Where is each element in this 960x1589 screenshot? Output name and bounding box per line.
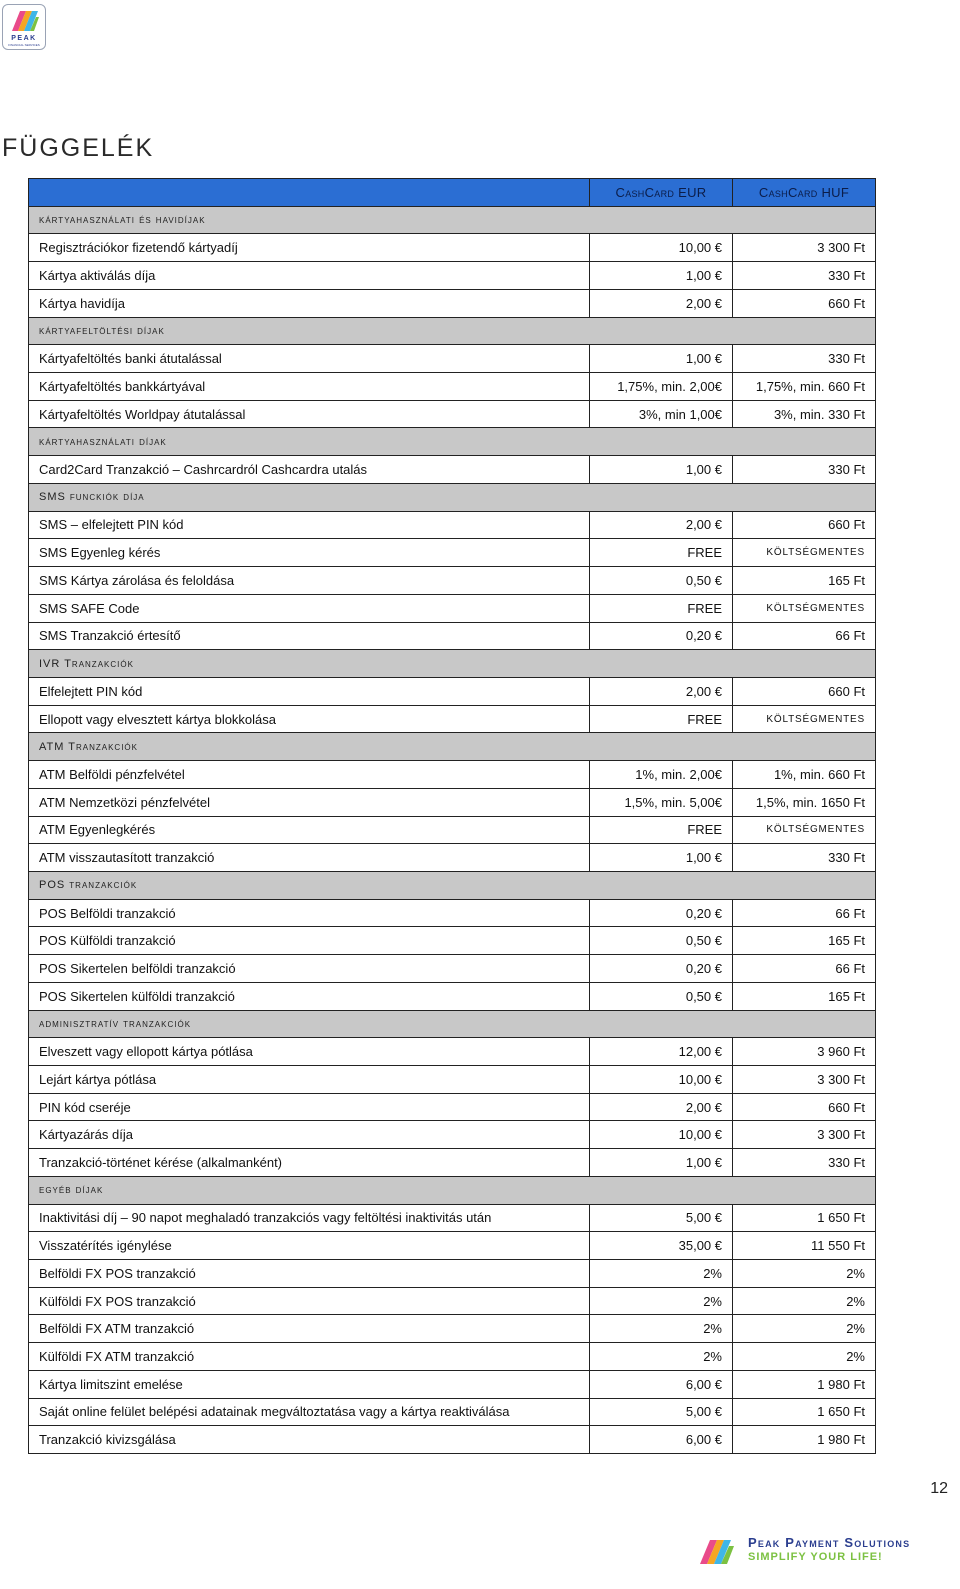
table-row <box>29 982 876 1010</box>
fee-eur: 0,20 € <box>590 622 733 650</box>
fee-huf: 660 Ft <box>733 1093 876 1121</box>
section-row <box>29 871 876 899</box>
table-row <box>29 1038 876 1066</box>
footer-company-name: Peak Payment Solutions <box>748 1535 911 1550</box>
fee-huf: 165 Ft <box>733 982 876 1010</box>
fee-eur: FREE <box>590 816 733 844</box>
logo-text: PEAK <box>11 35 37 42</box>
table-row <box>29 1204 876 1232</box>
section-row <box>29 483 876 511</box>
table-row <box>29 1370 876 1398</box>
fee-eur: FREE <box>590 705 733 733</box>
fee-huf: 3 300 Ft <box>733 234 876 262</box>
fee-huf: 1 980 Ft <box>733 1370 876 1398</box>
table-row <box>29 539 876 567</box>
table-row <box>29 1287 876 1315</box>
fee-eur: 1,00 € <box>590 1149 733 1177</box>
fee-eur: 1%, min. 2,00€ <box>590 761 733 789</box>
fee-label: SMS Kártya zárolása és feloldása <box>29 567 590 595</box>
fee-huf: 330 Ft <box>733 1149 876 1177</box>
fee-huf: 165 Ft <box>733 567 876 595</box>
fee-label: ATM visszautasított tranzakció <box>29 844 590 872</box>
fee-eur: 0,50 € <box>590 567 733 595</box>
fee-eur: 2% <box>590 1315 733 1343</box>
table-row <box>29 927 876 955</box>
fee-huf: KÖLTSÉGMENTES <box>733 816 876 844</box>
table-row <box>29 816 876 844</box>
fee-eur: 10,00 € <box>590 1066 733 1094</box>
fee-label: Kártyazárás díja <box>29 1121 590 1149</box>
table-row <box>29 761 876 789</box>
fee-huf: 330 Ft <box>733 262 876 290</box>
fee-label: Inaktivitási díj – 90 napot meghaladó tranzakciós vagy feltöltési inaktivitás után <box>29 1204 590 1232</box>
section-label: adminisztratív tranzakciók <box>29 1010 876 1038</box>
fee-label: SMS – elfelejtett PIN kód <box>29 511 590 539</box>
fee-eur: 1,75%, min. 2,00€ <box>590 373 733 401</box>
table-header-row <box>29 179 876 207</box>
fee-eur: 2,00 € <box>590 511 733 539</box>
section-label: SMS funckiók díja <box>29 483 876 511</box>
fee-eur: FREE <box>590 539 733 567</box>
table-row <box>29 1066 876 1094</box>
fee-huf: 660 Ft <box>733 289 876 317</box>
fee-huf: 330 Ft <box>733 345 876 373</box>
fee-label: Card2Card Tranzakció – Cashrcardról Cashcardra utalás <box>29 456 590 484</box>
fee-label: Elveszett vagy ellopott kártya pótlása <box>29 1038 590 1066</box>
fee-eur: 1,00 € <box>590 262 733 290</box>
fee-huf: 66 Ft <box>733 622 876 650</box>
section-label: kártyahasználati és havidíjak <box>29 206 876 234</box>
fee-huf: 330 Ft <box>733 844 876 872</box>
section-row <box>29 1176 876 1204</box>
section-row <box>29 206 876 234</box>
peak-footer-logo-icon <box>698 1534 744 1566</box>
section-label: kártyafeltöltési díjak <box>29 317 876 345</box>
fee-label: Belföldi FX POS tranzakció <box>29 1260 590 1288</box>
fee-huf: 2% <box>733 1287 876 1315</box>
fee-eur: 0,20 € <box>590 899 733 927</box>
fee-eur: 1,00 € <box>590 456 733 484</box>
fee-eur: 10,00 € <box>590 234 733 262</box>
table-row <box>29 289 876 317</box>
fee-eur: 5,00 € <box>590 1204 733 1232</box>
table-row <box>29 1343 876 1371</box>
fee-label: Ellopott vagy elvesztett kártya blokkolása <box>29 705 590 733</box>
table-row <box>29 844 876 872</box>
table-row <box>29 594 876 622</box>
footer-logo <box>698 1534 938 1568</box>
fee-huf: KÖLTSÉGMENTES <box>733 539 876 567</box>
table-row <box>29 262 876 290</box>
section-label: POS tranzakciók <box>29 871 876 899</box>
table-row <box>29 788 876 816</box>
section-label: kártyahasználati díjak <box>29 428 876 456</box>
peak-logo <box>2 4 46 50</box>
fee-huf: 1%, min. 660 Ft <box>733 761 876 789</box>
fee-label: PIN kód cseréje <box>29 1093 590 1121</box>
fee-label: Kártya aktiválás díja <box>29 262 590 290</box>
fee-eur: 12,00 € <box>590 1038 733 1066</box>
footer-slogan: SIMPLIFY YOUR LIFE! <box>748 1551 883 1563</box>
section-row <box>29 1010 876 1038</box>
section-label: IVR Tranzakciók <box>29 650 876 678</box>
fee-eur: 1,00 € <box>590 345 733 373</box>
table-row <box>29 899 876 927</box>
fee-label: Regisztrációkor fizetendő kártyadíj <box>29 234 590 262</box>
fee-huf: 1,75%, min. 660 Ft <box>733 373 876 401</box>
fee-eur: 2,00 € <box>590 677 733 705</box>
table-row <box>29 345 876 373</box>
fee-huf: 660 Ft <box>733 677 876 705</box>
section-row <box>29 317 876 345</box>
table-row <box>29 955 876 983</box>
fee-label: Kártyafeltöltés banki átutalással <box>29 345 590 373</box>
fee-eur: 5,00 € <box>590 1398 733 1426</box>
fee-label: ATM Egyenlegkérés <box>29 816 590 844</box>
page-title: FÜGGELÉK <box>2 133 155 162</box>
fee-label: SMS SAFE Code <box>29 594 590 622</box>
fee-huf: KÖLTSÉGMENTES <box>733 594 876 622</box>
fee-label: Külföldi FX ATM tranzakció <box>29 1343 590 1371</box>
fee-label: Saját online felület belépési adatainak megváltoztatása vagy a kártya reaktiválása <box>29 1398 590 1426</box>
fee-huf: 2% <box>733 1343 876 1371</box>
peak-logo-icon <box>3 5 45 35</box>
fee-label: Tranzakció kivizsgálása <box>29 1426 590 1454</box>
fee-label: Tranzakció-történet kérése (alkalmanként) <box>29 1149 590 1177</box>
fee-label: Belföldi FX ATM tranzakció <box>29 1315 590 1343</box>
fee-huf: 3%, min. 330 Ft <box>733 400 876 428</box>
fee-huf: KÖLTSÉGMENTES <box>733 705 876 733</box>
table-row <box>29 567 876 595</box>
table-row <box>29 1426 876 1454</box>
fee-eur: 6,00 € <box>590 1426 733 1454</box>
fee-huf: 3 960 Ft <box>733 1038 876 1066</box>
fee-huf: 1 650 Ft <box>733 1398 876 1426</box>
fee-eur: FREE <box>590 594 733 622</box>
table-row <box>29 677 876 705</box>
fee-huf: 3 300 Ft <box>733 1066 876 1094</box>
fee-label: SMS Tranzakció értesítő <box>29 622 590 650</box>
fee-label: POS Belföldi tranzakció <box>29 899 590 927</box>
fee-eur: 1,00 € <box>590 844 733 872</box>
fee-huf: 1 980 Ft <box>733 1426 876 1454</box>
fee-eur: 1,5%, min. 5,00€ <box>590 788 733 816</box>
fee-label: SMS Egyenleg kérés <box>29 539 590 567</box>
header-cell-eur: CashCard EUR <box>590 179 733 207</box>
table-row <box>29 511 876 539</box>
table-row <box>29 1121 876 1149</box>
table-row <box>29 456 876 484</box>
fee-label: Kártya limitszint emelése <box>29 1370 590 1398</box>
fee-eur: 35,00 € <box>590 1232 733 1260</box>
fee-eur: 2% <box>590 1343 733 1371</box>
fee-label: POS Külföldi tranzakció <box>29 927 590 955</box>
fee-huf: 165 Ft <box>733 927 876 955</box>
fee-label: Kártyafeltöltés bankkártyával <box>29 373 590 401</box>
fee-huf: 1 650 Ft <box>733 1204 876 1232</box>
fee-label: Visszatérítés igénylése <box>29 1232 590 1260</box>
fee-label: Külföldi FX POS tranzakció <box>29 1287 590 1315</box>
fee-eur: 6,00 € <box>590 1370 733 1398</box>
section-row <box>29 650 876 678</box>
table-row <box>29 373 876 401</box>
fee-eur: 2% <box>590 1287 733 1315</box>
fee-huf: 2% <box>733 1315 876 1343</box>
fee-huf: 1,5%, min. 1650 Ft <box>733 788 876 816</box>
fee-label: ATM Nemzetközi pénzfelvétel <box>29 788 590 816</box>
page-number: 12 <box>930 1480 948 1497</box>
fee-eur: 0,20 € <box>590 955 733 983</box>
fee-label: Kártyafeltöltés Worldpay átutalással <box>29 400 590 428</box>
table-row <box>29 1232 876 1260</box>
fee-huf: 11 550 Ft <box>733 1232 876 1260</box>
fee-label: Elfelejtett PIN kód <box>29 677 590 705</box>
fee-eur: 10,00 € <box>590 1121 733 1149</box>
table-row <box>29 1149 876 1177</box>
fee-eur: 2,00 € <box>590 1093 733 1121</box>
section-label: ATM Tranzakciók <box>29 733 876 761</box>
table-row <box>29 1315 876 1343</box>
header-cell-huf: CashCard HUF <box>733 179 876 207</box>
table-row <box>29 705 876 733</box>
table-row <box>29 1093 876 1121</box>
table-row <box>29 1260 876 1288</box>
fee-eur: 0,50 € <box>590 927 733 955</box>
fee-label: POS Sikertelen belföldi tranzakció <box>29 955 590 983</box>
section-label: egyéb díjak <box>29 1176 876 1204</box>
fee-table <box>28 178 876 1454</box>
fee-eur: 2,00 € <box>590 289 733 317</box>
table-row <box>29 400 876 428</box>
fee-huf: 66 Ft <box>733 955 876 983</box>
fee-label: Lejárt kártya pótlása <box>29 1066 590 1094</box>
fee-huf: 66 Ft <box>733 899 876 927</box>
fee-huf: 660 Ft <box>733 511 876 539</box>
table-row <box>29 234 876 262</box>
table-row <box>29 1398 876 1426</box>
fee-huf: 2% <box>733 1260 876 1288</box>
fee-eur: 0,50 € <box>590 982 733 1010</box>
fee-label: ATM Belföldi pénzfelvétel <box>29 761 590 789</box>
fee-huf: 330 Ft <box>733 456 876 484</box>
fee-label: Kártya havidíja <box>29 289 590 317</box>
fee-huf: 3 300 Ft <box>733 1121 876 1149</box>
fee-eur: 3%, min 1,00€ <box>590 400 733 428</box>
section-row <box>29 428 876 456</box>
header-cell-blank <box>29 179 590 207</box>
fee-label: POS Sikertelen külföldi tranzakció <box>29 982 590 1010</box>
logo-subtitle: FINANCIAL SERVICES <box>8 43 40 47</box>
table-row <box>29 622 876 650</box>
section-row <box>29 733 876 761</box>
fee-eur: 2% <box>590 1260 733 1288</box>
